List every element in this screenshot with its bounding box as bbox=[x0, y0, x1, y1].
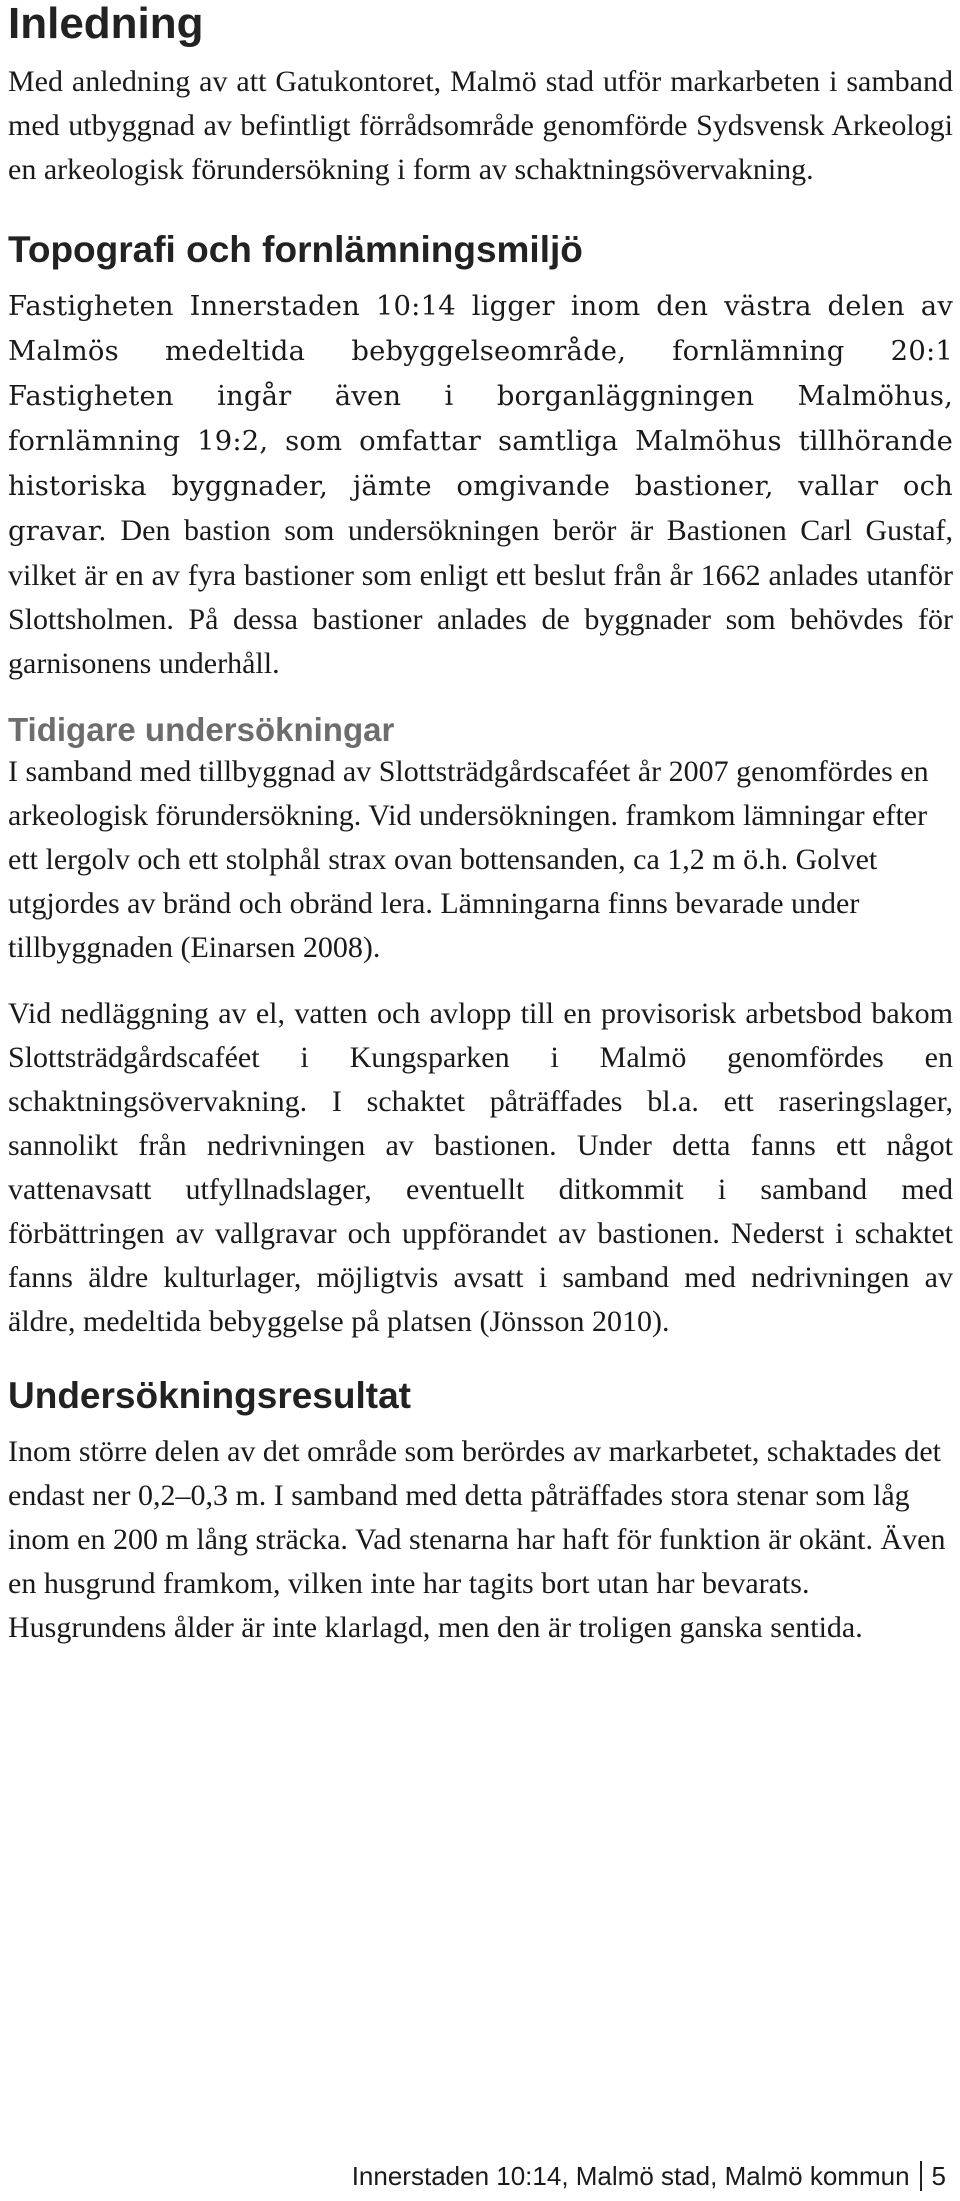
paragraph-topografi-part1: Fastigheten Innerstaden 10:14 ligger inom den västra delen av Malmös medeltida bebyggelseområde, fornlämning 20:1 Fastigheten ingår även i borganläggningen Malmöhus, fornlämning 19:2, som omfattar samtliga Malmöhus tillhörande historiska byggnader, jämte omgivande bastioner, vallar och gravar. bbox=[8, 291, 953, 547]
section-heading-tidigare: Tidigare undersökningar bbox=[8, 711, 395, 748]
paragraph-topografi bbox=[8, 284, 953, 686]
document-page bbox=[8, 0, 953, 1650]
paragraph-inledning: Med anledning av att Gatukontoret, Malmö stad utför markarbeten i samband med utbyggnad av befintligt förrådsområde genomförde Sydsvensk Arkeologi en arkeologisk förundersökning i form av schaktningsövervakning. bbox=[8, 65, 953, 186]
paragraph-tidigare-2: Vid nedläggning av el, vatten och avlopp till en provisorisk arbetsbod bakom Slottsträdgårdscaféet i Kungsparken i Malmö genomfördes en schaktningsövervakning. I schaktet påträffades bl.a. ett raseringslager, sannolikt från nedrivningen av bastionen. Under detta fanns ett något vattenavsatt utfyllnadslager, eventuellt ditkommit i samband med förbättringen av vallgravar och uppförandet av bastionen. Nederst i schaktet fanns äldre kulturlager, möjligtvis avsatt i samband med nedrivningen av äldre, medeltida bebyggelse på platsen (Jönsson 2010). bbox=[8, 997, 953, 1338]
page-footer bbox=[352, 2160, 946, 2192]
section-heading-inledning: Inledning bbox=[8, 0, 204, 48]
section-heading-resultat: Undersökningsresultat bbox=[8, 1375, 411, 1416]
page-number: 5 bbox=[931, 2161, 946, 2191]
footer-text: Innerstaden 10:14, Malmö stad, Malmö kommun bbox=[351, 2161, 910, 2191]
section-heading-topografi: Topografi och fornlämningsmiljö bbox=[8, 229, 583, 270]
footer-divider bbox=[920, 2161, 922, 2191]
paragraph-resultat: Inom större delen av det område som berördes av markarbetet, schaktades det endast ner 0,2–0,3 m. I samband med detta påträffades stora stenar som låg inom en 200 m lång sträcka. Vad stenarna har haft för funktion är okänt. Även en husgrund framkom, vilken inte har tagits bort utan har bevarats. Husgrundens ålder är inte klarlagd, men den är troligen ganska sentida. bbox=[8, 1435, 946, 1644]
paragraph-topografi-part2: Den bastion som undersökningen berör är Bastionen Carl Gustaf, vilket är en av fyra bastioner som enligt ett beslut från år 1662 anlades utanför Slottsholmen. På dessa bastioner anlades de byggnader som behövdes för garnisonens underhåll. bbox=[8, 514, 953, 680]
paragraph-tidigare-1: I samband med tillbyggnad av Slottsträdgårdscaféet år 2007 genomfördes en arkeologisk förundersökning. Vid undersökningen. framkom lämningar efter ett lergolv och ett stolphål strax ovan bottensanden, ca 1,2 m ö.h. Golvet utgjordes av bränd och obränd lera. Lämningarna finns bevarade under tillbyggnaden (Einarsen 2008). bbox=[8, 755, 929, 964]
